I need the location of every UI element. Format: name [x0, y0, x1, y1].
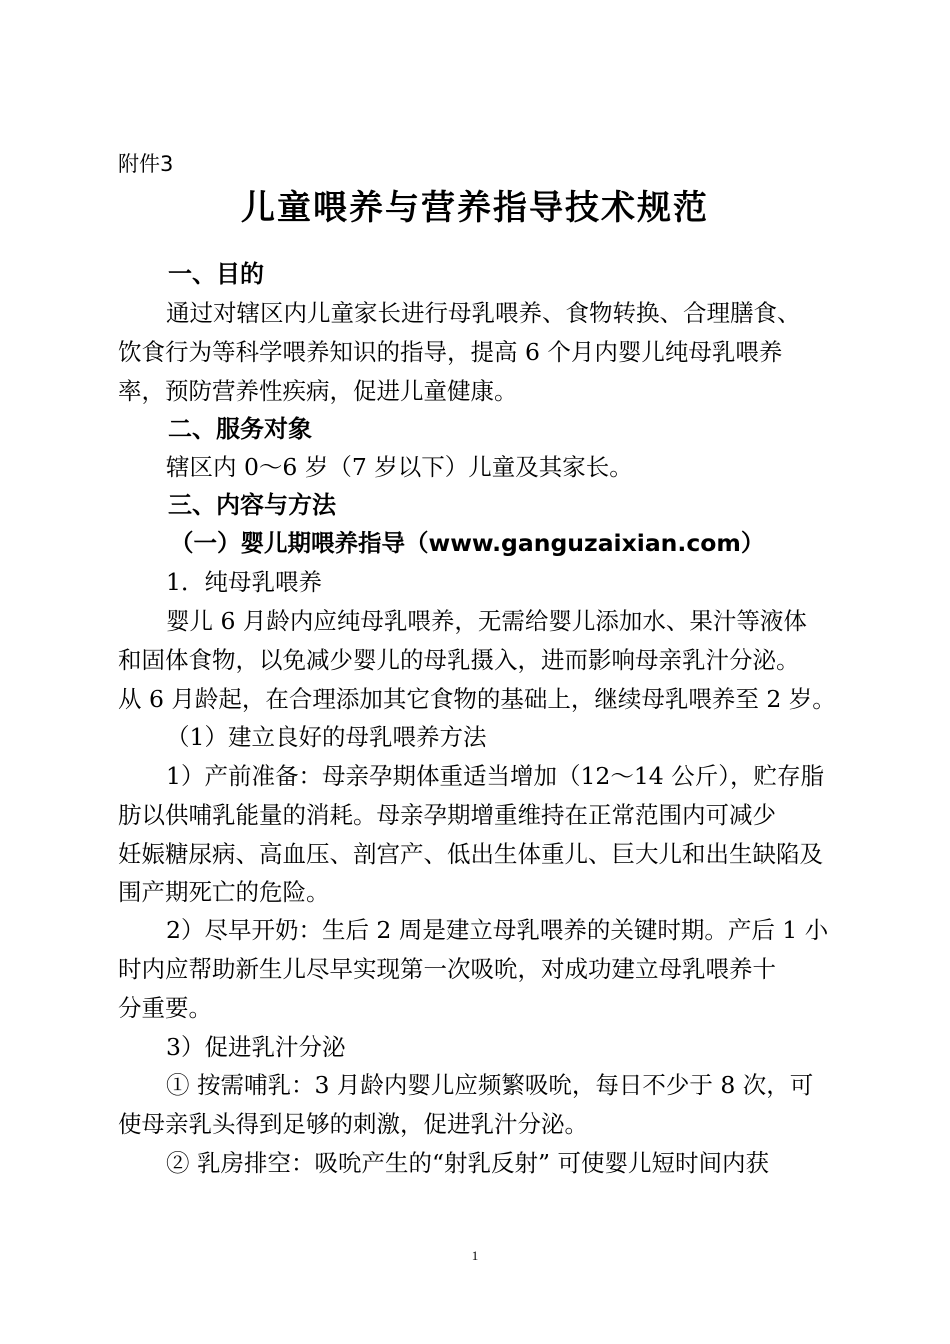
paragraph-line: 围产期死亡的危险。	[118, 878, 330, 906]
paragraph-line: 使母亲乳头得到足够的刺激，促进乳汁分泌。	[118, 1110, 588, 1138]
paragraph-line: 2）尽早开奶：生后 2 周是建立母乳喂养的关键时期。产后 1 小	[166, 916, 829, 944]
page-number: 1	[471, 1248, 479, 1263]
section-heading-content-method: 三、内容与方法	[168, 491, 336, 519]
item-heading-breastfeeding-method: （1）建立良好的母乳喂养方法	[166, 723, 487, 751]
paragraph-line: ② 乳房排空：吸吮产生的“射乳反射” 可使婴儿短时间内获	[166, 1149, 769, 1177]
document-title: 儿童喂养与营养指导技术规范	[241, 188, 709, 228]
item-heading-promote-lactation: 3）促进乳汁分泌	[166, 1033, 346, 1061]
paragraph-line: 饮食行为等科学喂养知识的指导，提高 6 个月内婴儿纯母乳喂养	[118, 338, 783, 366]
section-heading-purpose: 一、目的	[168, 260, 264, 288]
paragraph-line: 1）产前准备：母亲孕期体重适当增加（12～14 公斤），贮存脂	[166, 762, 824, 790]
paragraph-line: 通过对辖区内儿童家长进行母乳喂养、食物转换、合理膳食、	[166, 299, 801, 327]
paragraph-line: 肪以供哺乳能量的消耗。母亲孕期增重维持在正常范围内可减少	[118, 801, 776, 829]
paragraph-line: 辖区内 0～6 岁（7 岁以下）儿童及其家长。	[166, 453, 633, 481]
paragraph-line: ① 按需哺乳：3 月龄内婴儿应频繁吸吮，每日不少于 8 次，可	[166, 1071, 814, 1099]
paragraph-line: 婴儿 6 月龄内应纯母乳喂养，无需给婴儿添加水、果汁等液体	[166, 607, 807, 635]
paragraph-line: 和固体食物，以免减少婴儿的母乳摄入，进而影响母亲乳汁分泌。	[118, 646, 800, 674]
attachment-label: 附件3	[118, 152, 174, 176]
paragraph-line: 时内应帮助新生儿尽早实现第一次吸吮，对成功建立母乳喂养十	[118, 955, 776, 983]
subsection-heading-infant-feeding: （一）婴儿期喂养指导（www.ganguzaixian.com）	[170, 529, 765, 557]
item-heading-exclusive-breastfeeding: 1．纯母乳喂养	[166, 568, 322, 596]
section-heading-service-target: 二、服务对象	[168, 415, 312, 443]
paragraph-line: 率，预防营养性疾病，促进儿童健康。	[118, 377, 518, 405]
paragraph-line: 从 6 月龄起，在合理添加其它食物的基础上，继续母乳喂养至 2 岁。	[118, 685, 836, 713]
paragraph-line: 妊娠糖尿病、高血压、剖宫产、低出生体重儿、巨大儿和出生缺陷及	[118, 840, 823, 868]
paragraph-line: 分重要。	[118, 994, 212, 1022]
